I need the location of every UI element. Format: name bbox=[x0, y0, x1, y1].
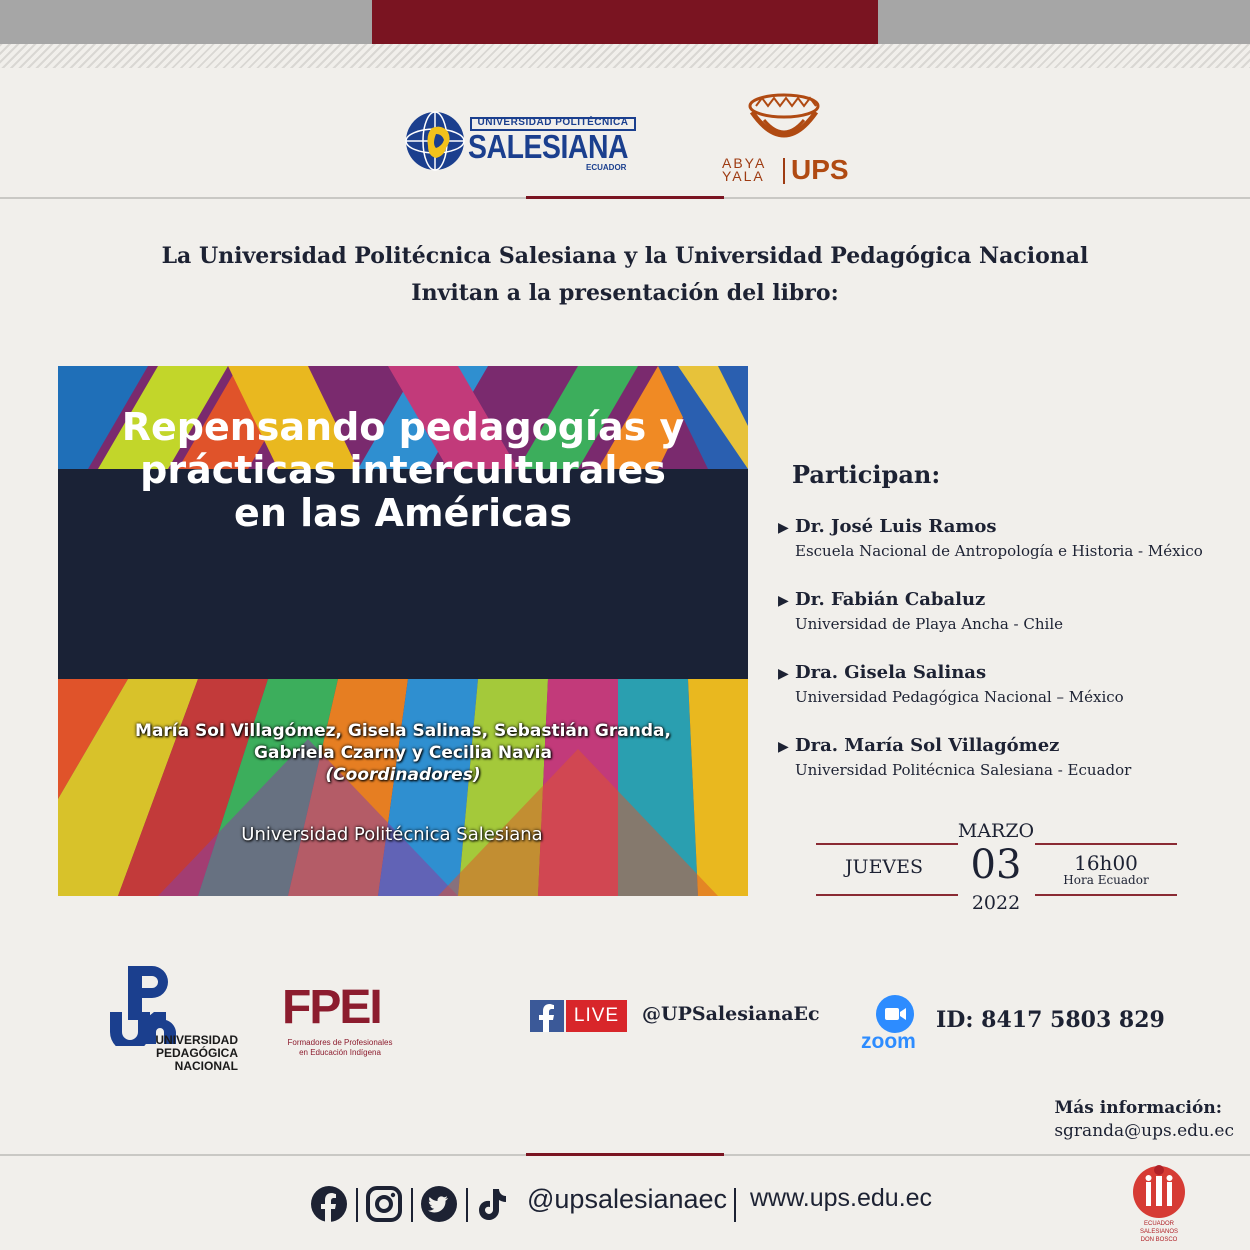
ups-logo-top-text: UNIVERSIDAD POLITÉCNICA bbox=[477, 117, 629, 128]
salesianos-logo-text: ECUADOR SALESIANOS DON BOSCO bbox=[1139, 1221, 1178, 1243]
ups-salesiana-logo bbox=[404, 106, 636, 174]
participant-item bbox=[778, 734, 1238, 781]
triangle-bullet-icon: ▶ bbox=[778, 593, 789, 609]
zoom-wordmark: zoom bbox=[861, 1030, 916, 1053]
event-weekday: JUEVES bbox=[844, 856, 924, 878]
event-timezone: Hora Ecuador bbox=[1063, 873, 1149, 887]
date-line bbox=[1035, 843, 1177, 845]
salesianos-don-bosco-logo bbox=[1130, 1162, 1188, 1242]
invitation-heading bbox=[0, 238, 1250, 312]
participant-institution: Universidad Pedagógica Nacional – México bbox=[795, 688, 1124, 706]
header-divider-accent bbox=[526, 196, 724, 199]
participant-institution: Universidad Politécnica Salesiana - Ecuador bbox=[795, 761, 1132, 779]
fpei-logo-name: FPEI bbox=[282, 981, 381, 1034]
event-year: 2022 bbox=[971, 892, 1021, 914]
participant-name: Dr. José Luis Ramos bbox=[795, 516, 997, 537]
event-time: 16h00 bbox=[1074, 851, 1138, 875]
book-publisher: Universidad Politécnica Salesiana bbox=[241, 824, 543, 845]
upn-logo-text: UNIVERSIDAD PEDAGÓGICA NACIONAL bbox=[155, 1033, 238, 1073]
fpei-logo-subtitle: Formadores de Profesionales en Educación Indígena bbox=[287, 1038, 393, 1057]
facebook-icon[interactable] bbox=[530, 1000, 564, 1032]
more-info-title: Más información: bbox=[1054, 1098, 1222, 1118]
abya-logo-separator bbox=[783, 158, 785, 184]
participant-institution: Escuela Nacional de Antropología e Historia - México bbox=[795, 542, 1203, 560]
event-day: 03 bbox=[970, 842, 1022, 888]
date-line bbox=[1035, 894, 1177, 896]
globe-icon bbox=[404, 110, 466, 172]
upn-logo bbox=[108, 966, 248, 1078]
ups-logo-country: ECUADOR bbox=[586, 163, 627, 172]
triangle-bullet-icon: ▶ bbox=[778, 739, 789, 755]
cover-pattern-bottom bbox=[58, 679, 748, 896]
participants-title: Participan: bbox=[792, 460, 941, 489]
book-authors: María Sol Villagómez, Gisela Salinas, Sebastián Granda, Gabriela Czarny y Cecilia Navia (Coordinadores) bbox=[135, 721, 671, 785]
social-separator bbox=[734, 1188, 736, 1222]
contact-email[interactable]: sgranda@ups.edu.ec bbox=[1054, 1121, 1234, 1141]
participant-item bbox=[778, 661, 1238, 708]
participant-item bbox=[778, 515, 1238, 562]
participant-name: Dra. Gisela Salinas bbox=[795, 662, 987, 683]
social-separator bbox=[356, 1188, 358, 1222]
participant-name: Dra. María Sol Villagómez bbox=[795, 735, 1060, 756]
participant-institution: Universidad de Playa Ancha - Chile bbox=[795, 615, 1064, 633]
footer-divider-accent bbox=[526, 1153, 724, 1156]
triangle-bullet-icon: ▶ bbox=[778, 666, 789, 682]
facebook-handle[interactable]: @UPSalesianaEc bbox=[642, 1003, 820, 1025]
participant-item bbox=[778, 588, 1238, 635]
abya-yala-logo bbox=[718, 92, 850, 188]
instagram-icon[interactable] bbox=[366, 1186, 402, 1222]
facebook-live-badge[interactable]: LIVE bbox=[566, 1000, 627, 1032]
top-red-band bbox=[372, 0, 878, 44]
invitation-line-1: La Universidad Politécnica Salesiana y la Universidad Pedagógica Nacional bbox=[161, 243, 1089, 269]
ups-logo-name: SALESIANA bbox=[468, 128, 629, 165]
book-cover bbox=[58, 366, 748, 896]
fpei-logo bbox=[280, 981, 402, 1062]
participant-name: Dr. Fabián Cabaluz bbox=[795, 589, 986, 610]
social-separator bbox=[411, 1188, 413, 1222]
date-line bbox=[816, 843, 958, 845]
invitation-line-2: Invitan a la presentación del libro: bbox=[411, 280, 839, 306]
facebook-social-icon[interactable] bbox=[311, 1186, 347, 1222]
salesianos-emblem-icon bbox=[1130, 1162, 1188, 1220]
abya-yala-emblem-icon bbox=[746, 92, 822, 150]
top-hatched-strip bbox=[0, 44, 1250, 68]
triangle-bullet-icon: ▶ bbox=[778, 520, 789, 536]
tiktok-icon[interactable] bbox=[474, 1186, 510, 1222]
social-separator bbox=[466, 1188, 468, 1222]
book-title: Repensando pedagogías y prácticas interculturales en las Américas bbox=[121, 405, 685, 535]
event-month: MARZO bbox=[957, 820, 1035, 842]
zoom-camera-icon[interactable] bbox=[876, 995, 914, 1033]
abya-yala-wordmark: ABYA YALA bbox=[722, 155, 767, 184]
website-link[interactable]: www.ups.edu.ec bbox=[750, 1184, 933, 1212]
social-handle[interactable]: @upsalesianaec bbox=[527, 1184, 728, 1214]
zoom-meeting-id[interactable]: ID: 8417 5803 829 bbox=[936, 1007, 1165, 1033]
date-line bbox=[816, 894, 958, 896]
abya-logo-ups: UPS bbox=[791, 154, 849, 185]
twitter-icon[interactable] bbox=[421, 1186, 457, 1222]
